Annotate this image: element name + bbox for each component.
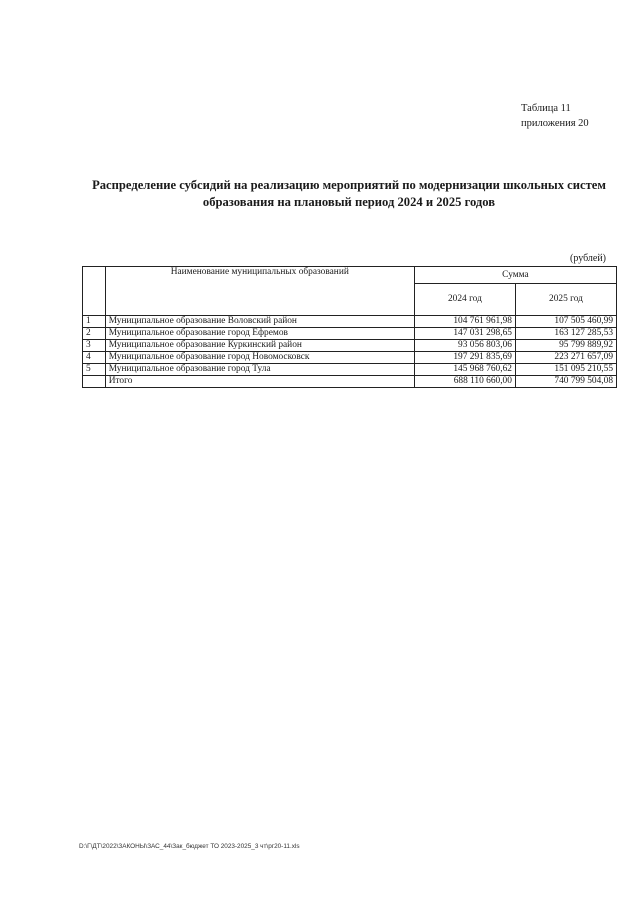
municipality-name: Муниципальное образование Куркинский район [105,340,414,352]
municipality-name: Муниципальное образование Воловский район [105,316,414,328]
amount-2025: 95 799 889,92 [515,340,616,352]
total-row [83,376,617,388]
table-row [83,328,617,340]
table-row [83,352,617,364]
row-number: 3 [83,340,106,352]
amount-2024: 145 968 760,62 [414,364,515,376]
name-column-header: Наименование муниципальных образований [105,267,414,316]
year-2025-header: 2025 год [515,284,616,316]
amount-2024: 197 291 835,69 [414,352,515,364]
units-label: (рублей) [570,253,607,264]
total-label: Итого [105,376,414,388]
subsidy-table [82,266,617,388]
amount-2025: 107 505 460,99 [515,316,616,328]
row-number: 2 [83,328,106,340]
table-row [83,316,617,328]
header-row [83,267,617,284]
amount-2025: 151 095 210,55 [515,364,616,376]
amount-2025: 163 127 285,53 [515,328,616,340]
table-row [83,364,617,376]
appendix-number: приложения 20 [521,118,589,129]
row-number: 5 [83,364,106,376]
amount-2024: 93 056 803,06 [414,340,515,352]
table-reference [521,101,589,131]
title-line-2: образования на плановый период 2024 и 2025 годов [202,195,496,209]
table-row [83,340,617,352]
amount-2024: 147 031 298,65 [414,328,515,340]
sum-column-header: Сумма [414,267,616,284]
municipality-name: Муниципальное образование город Тула [105,364,414,376]
amount-2024: 104 761 961,98 [414,316,515,328]
total-number-cell [83,376,106,388]
amount-2025: 223 271 657,09 [515,352,616,364]
document-title [60,177,638,211]
municipality-name: Муниципальное образование город Новомосковск [105,352,414,364]
table-number: Таблица 11 [521,103,571,114]
row-number: 4 [83,352,106,364]
total-2024: 688 110 660,00 [414,376,515,388]
municipality-name: Муниципальное образование город Ефремов [105,328,414,340]
number-column-header [83,267,106,316]
file-path-footer: D:\Г\ДТ\2022\ЗАКОНЫ\ЗАС_44\Зак_бюджет ТО 2023-2025_3 чт\рг20-11.xls [79,843,300,850]
title-line-1: Распределение субсидий на реализацию мероприятий по модернизации школьных систем [92,178,606,192]
year-2024-header: 2024 год [414,284,515,316]
total-2025: 740 799 504,08 [515,376,616,388]
row-number: 1 [83,316,106,328]
